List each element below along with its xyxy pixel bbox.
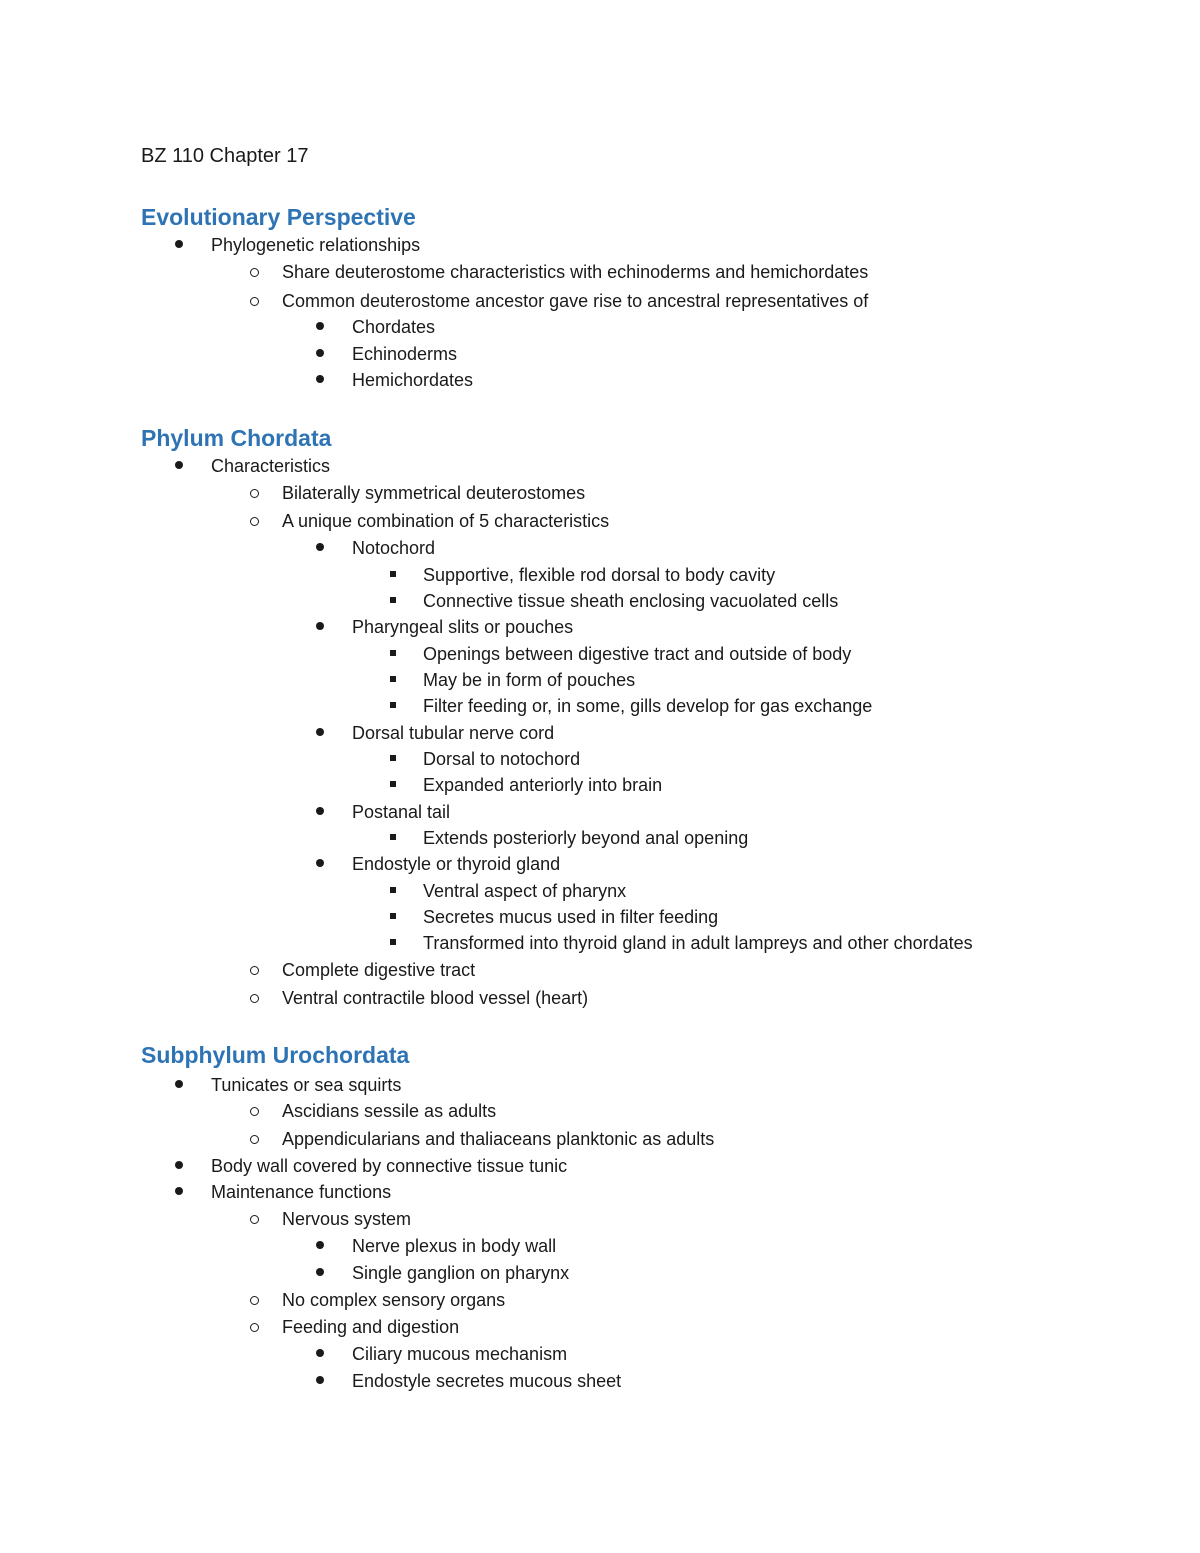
list-item: Maintenance functions <box>211 1182 392 1202</box>
bullet-icon <box>316 349 324 357</box>
section-heading-phylum-chordata: Phylum Chordata <box>141 425 332 451</box>
list-item: May be in form of pouches <box>423 670 636 690</box>
bullet-icon <box>316 728 324 736</box>
bullet-icon <box>316 322 324 330</box>
circle-bullet-icon <box>250 1215 259 1224</box>
square-bullet-icon <box>390 755 396 761</box>
list-item: Phylogenetic relationships <box>211 235 421 255</box>
circle-bullet-icon <box>250 1135 259 1144</box>
list-item: Postanal tail <box>352 802 451 822</box>
list-item: Ascidians sessile as adults <box>282 1101 497 1121</box>
list-item: Characteristics <box>211 456 331 476</box>
bullet-icon <box>316 859 324 867</box>
section-heading-subphylum-urochordata: Subphylum Urochordata <box>141 1042 410 1068</box>
square-bullet-icon <box>390 834 396 840</box>
list-item: Ventral contractile blood vessel (heart) <box>282 988 589 1008</box>
square-bullet-icon <box>390 571 396 577</box>
list-item: Nervous system <box>282 1209 412 1229</box>
circle-bullet-icon <box>250 489 259 498</box>
square-bullet-icon <box>390 702 396 708</box>
section-heading-evolutionary-perspective: Evolutionary Perspective <box>141 204 416 230</box>
list-item: Complete digestive tract <box>282 960 476 980</box>
list-item: Supportive, flexible rod dorsal to body cavity <box>423 565 776 585</box>
list-item: Ventral aspect of pharynx <box>423 881 627 901</box>
list-item: A unique combination of 5 characteristics <box>282 511 610 531</box>
circle-bullet-icon <box>250 1296 259 1305</box>
square-bullet-icon <box>390 676 396 682</box>
bullet-icon <box>316 1268 324 1276</box>
bullet-icon <box>175 1161 183 1169</box>
bullet-icon <box>175 240 183 248</box>
bullet-icon <box>316 1376 324 1384</box>
list-item: Appendicularians and thaliaceans planktonic as adults <box>282 1129 715 1149</box>
bullet-icon <box>316 807 324 815</box>
list-item: Transformed into thyroid gland in adult lampreys and other chordates <box>423 933 973 953</box>
circle-bullet-icon <box>250 517 259 526</box>
circle-bullet-icon <box>250 268 259 277</box>
bullet-icon <box>316 622 324 630</box>
list-item: Connective tissue sheath enclosing vacuolated cells <box>423 591 839 611</box>
bullet-icon <box>316 543 324 551</box>
list-item: Body wall covered by connective tissue tunic <box>211 1156 568 1176</box>
list-item: Echinoderms <box>352 344 458 364</box>
list-item: Expanded anteriorly into brain <box>423 775 663 795</box>
bullet-icon <box>175 461 183 469</box>
square-bullet-icon <box>390 781 396 787</box>
square-bullet-icon <box>390 939 396 945</box>
square-bullet-icon <box>390 887 396 893</box>
list-item: Common deuterostome ancestor gave rise to ancestral representatives of <box>282 291 869 311</box>
bullet-icon <box>175 1080 183 1088</box>
list-item: Notochord <box>352 538 436 558</box>
list-item: Dorsal tubular nerve cord <box>352 723 555 743</box>
list-item: Chordates <box>352 317 436 337</box>
list-item: Nerve plexus in body wall <box>352 1236 557 1256</box>
list-item: Hemichordates <box>352 370 474 390</box>
circle-bullet-icon <box>250 994 259 1003</box>
square-bullet-icon <box>390 913 396 919</box>
square-bullet-icon <box>390 597 396 603</box>
list-item: Endostyle or thyroid gland <box>352 854 561 874</box>
list-item: Ciliary mucous mechanism <box>352 1344 568 1364</box>
list-item: Endostyle secretes mucous sheet <box>352 1371 622 1391</box>
list-item: Feeding and digestion <box>282 1317 460 1337</box>
list-item: Single ganglion on pharynx <box>352 1263 570 1283</box>
bullet-icon <box>175 1187 183 1195</box>
list-item: Extends posteriorly beyond anal opening <box>423 828 749 848</box>
circle-bullet-icon <box>250 1323 259 1332</box>
list-item: Share deuterostome characteristics with echinoderms and hemichordates <box>282 262 869 282</box>
list-item: Openings between digestive tract and outside of body <box>423 644 852 664</box>
list-item: Bilaterally symmetrical deuterostomes <box>282 483 586 503</box>
circle-bullet-icon <box>250 1107 259 1116</box>
square-bullet-icon <box>390 650 396 656</box>
circle-bullet-icon <box>250 966 259 975</box>
list-item: Dorsal to notochord <box>423 749 581 769</box>
bullet-icon <box>316 375 324 383</box>
document-title: BZ 110 Chapter 17 <box>141 145 309 167</box>
bullet-icon <box>316 1349 324 1357</box>
list-item: Pharyngeal slits or pouches <box>352 617 574 637</box>
bullet-icon <box>316 1241 324 1249</box>
list-item: Filter feeding or, in some, gills develop for gas exchange <box>423 696 873 716</box>
list-item: Secretes mucus used in filter feeding <box>423 907 719 927</box>
circle-bullet-icon <box>250 297 259 306</box>
list-item: No complex sensory organs <box>282 1290 506 1310</box>
list-item: Tunicates or sea squirts <box>211 1075 402 1095</box>
